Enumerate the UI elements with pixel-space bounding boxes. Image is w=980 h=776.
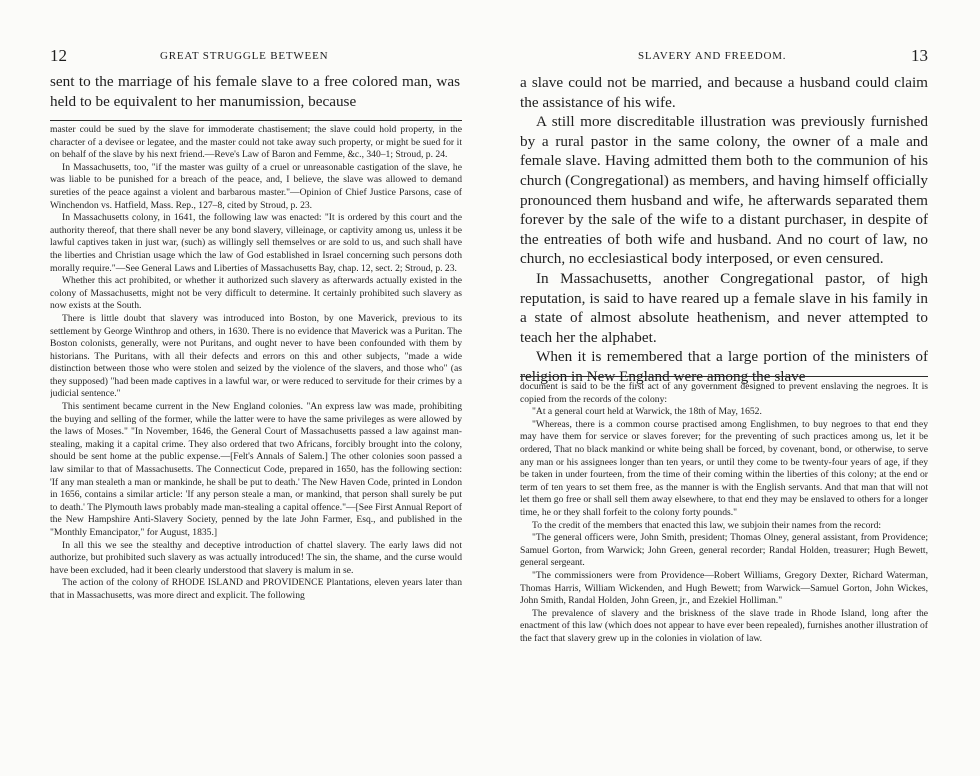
right-running-head: SLAVERY AND FREEDOM. [638,50,787,62]
left-page [50,0,462,776]
right-footnote: "Whereas, there is a common course practised among Englishmen, to buy negroes to that end they may have them for service or slaves forever; for the preventing of such practices among us, let it be ordered, That no black mankind or white being shall be forced, by covenant, bond, or otherwise, to serve any man or his assignees longer than ten years, or until they come to be twenty-four years of age, if they be taken in under fourteen, from the time of their coming within the liberties of this colony; at the end or term of ten years to set them free, as the manner is with the English servants. And that man that will not let them go free or shall sell them away elsewhere, to that end they may be enslaved to others for a longer time, he or they shall forfeit to the colony forty pounds." [520,418,928,518]
left-footnote: Whether this act prohibited, or whether it authorized such slavery as afterwards actually existed in the colony of Massachusetts, might not be very difficult to determine. It certainly prohibited such slavery as now exists at the South. [50,275,462,312]
right-main-paragraph: A still more discreditable illustration was previously furnished by a rural pastor in the same colony, the owner of a male and female slave. Having admitted them both to the communion of his church (Congregational) as members, and having himself officially pronounced them husband and wife, he afterwards separated them forever by the sale of the wife to a distant purchaser, in despite of the entreaties of both wife and husband. And no court of law, no church, no ecclesiastical body interposed, or even censured. [520,113,928,268]
left-footnote: There is little doubt that slavery was introduced into Boston, by one Maverick, previous to its settlement by George Winthrop and others, in 1630. There is no evidence that Maverick was a Puritan. The Boston colonists, generally, were not Puritans, and ought never to have been confounded with them by historians. The Puritans, with all their defects and errors on this and other subjects, "made a wide distinction between those who were stolen and seized by the violence of the slavers, and those who" (as they supposed) "had been made captives in a lawful war, or were reduced to servitude for their crimes by a judicial sentence." [50,312,462,400]
left-running-head: GREAT STRUGGLE BETWEEN [160,50,329,62]
right-footnote: "The general officers were, John Smith, president; Thomas Olney, general assistant, from Providence; Samuel Gorton, from Warwick; John Green, general recorder; Randal Holden, treasurer; Hugh Bewett, general sergeant. [520,532,928,569]
right-footnote: "The commissioners were from Providence—Robert Williams, Gregory Dexter, Richard Waterman, Thomas Harris, William Wickenden, and Hugh Bewett; from Warwick—Samuel Gorton, John Wickes, John Smith, Randal Holden, John Green, jr., and Ezekiel Holliman." [520,569,928,607]
left-footnote: The action of the colony of RHODE ISLAND and PROVIDENCE Plantations, eleven years later than that in Massachusetts, was more direct and explicit. The following [50,577,462,601]
left-page-number: 12 [50,46,67,65]
left-footnote: In Massachusetts, too, "if the master was guilty of a cruel or unreasonable castigation of the slave, he was liable to be punished for a breach of the peace, and, I believe, the slave was allowed to demand sureties of the peace against a violent and barbarous master."—Opinion of Chief Justice Parsons, case of Winchendon vs. Hatfield, Mass. Rep., 127–8, cited by Stroud, p. 23. [50,161,462,211]
right-footnote: document is said to be the first act of any government designed to prevent enslaving the negroes. It is copied from the records of the colony: [520,381,928,405]
right-footnote: To the credit of the members that enacted this law, we subjoin their names from the record: [532,519,882,531]
right-main-paragraph: a slave could not be married, and because a husband could claim the assistance of his wife. [520,74,928,111]
right-page [520,0,928,776]
right-main-paragraph: In Massachusetts, another Congregational pastor, of high reputation, is said to have reared up a female slave in his family in a state of almost absolute heathenism, and never attempted to teach her the alphabet. [520,269,928,346]
left-footnotes [50,124,462,603]
left-main-text [50,72,460,111]
right-footnote: "At a general court held at Warwick, the 18th of May, 1652. [532,406,762,418]
left-footnote: master could be sued by the slave for immoderate chastisement; the slave could hold property, in the character of a devisee or legatee, and the master could not take away such property, or might be sued for it on behalf of the slave by his next friend.—Reve's Law of Baron and Femme, &c., 340–1; Stroud, p. 24. [50,124,462,161]
left-footnote-divider [50,120,462,121]
right-page-header [520,46,928,66]
right-footnotes [520,381,928,645]
right-page-number: 13 [911,46,928,65]
right-main-text [520,73,928,387]
right-main-paragraph: When it is remembered that a large portion of the ministers of religion in New England were among the slave [520,348,928,385]
right-footnote: The prevalence of slavery and the briskness of the slave trade in Rhode Island, long after the enactment of this law (which does not appear to have ever been repealed), furnishes another illustration of the fact that slavery grew up in the colonies in violation of law. [520,607,928,644]
left-page-header [50,46,462,66]
left-main-paragraph: sent to the marriage of his female slave to a free colored man, was held to be equivalent to her manumission, because [50,73,460,110]
left-footnote: This sentiment became current in the New England colonies. "An express law was made, prohibiting the buying and selling of the former, while the latter were to have the same privileges as were allowed by the laws of Moses." "In November, 1646, the General Court of Massachusetts passed a law against man-stealing, making it a capital crime. They also ordered that two Africans, forcibly brought into the colony, should be sent home at the public expense.—[Felt's Annals of Salem.] The other colonies soon passed a law similar to that of Massachusetts. The Connecticut Code, prepared in 1650, has the following section: 'If any man stealeth a man or mankinde, he shall be put to death.' The New Haven Code, printed in London in 1656, contains a similar article: 'If any person steale a man, or mankind, that person shall surely be put to death.' The Plymouth laws probably made man-stealing a capital offence."—[See First Annual Report of the New Hampshire Anti-Slavery Society, penned by the late John Farmer, Esq., and published in the "Monthly Emancipator," for August, 1835.] [50,401,462,538]
left-footnote: In Massachusetts colony, in 1641, the following law was enacted: "It is ordered by this court and the authority thereof, that there shall never be any bond slavery, villeinage, or captivity among us, unless it be lawful captives taken in just war, (such) as willingly sell themselves or are sold to us, and such shall have the liberties and Christian usage which the law of God established in Israel concerning such persons doth morally require."—See General Laws and Liberties of Massachusetts Bay, chap. 12, sect. 2; Stroud, p. 23. [50,212,462,274]
right-footnote-divider [520,376,928,377]
left-footnote: In all this we see the stealthy and deceptive introduction of chattel slavery. The early laws did not authorize, but prohibited such slavery as was actually introduced! The sin, the shame, and the curse would have been excluded, had it been clearly understood that slavery is malum in se. [50,539,462,576]
